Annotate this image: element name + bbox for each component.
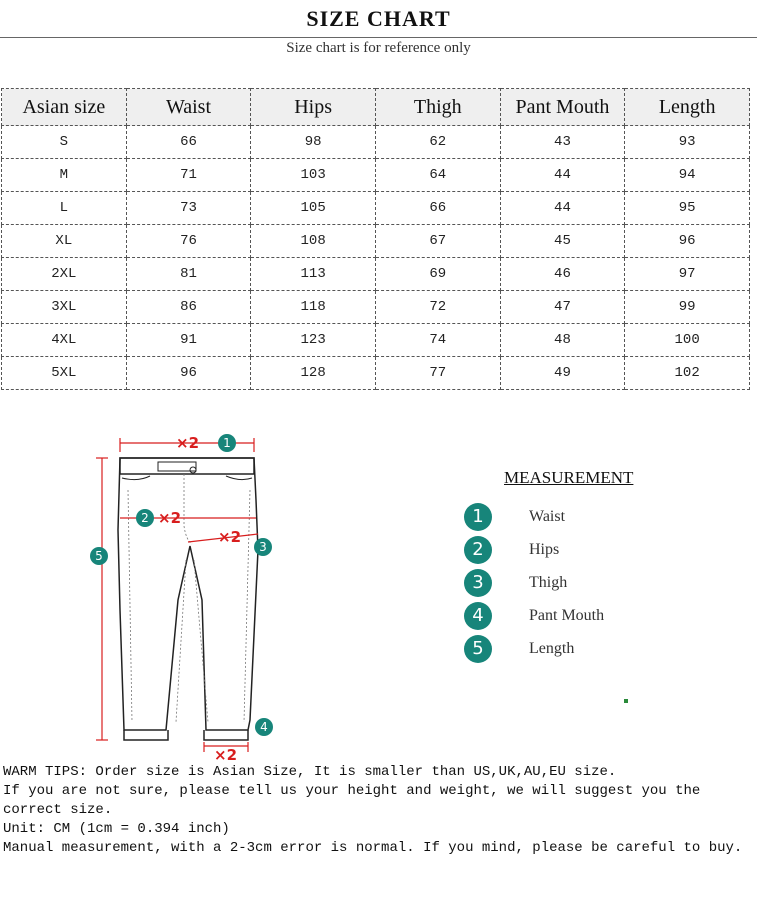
- marker-4: [255, 718, 273, 736]
- table-cell: 81: [126, 258, 251, 291]
- table-cell: 118: [251, 291, 376, 324]
- table-cell: 49: [500, 357, 625, 390]
- table-cell: 95: [625, 192, 750, 225]
- warm-tips: [3, 763, 748, 858]
- table-cell: 102: [625, 357, 750, 390]
- table-cell: 71: [126, 159, 251, 192]
- title-divider: [0, 37, 757, 38]
- table-cell: 74: [375, 324, 500, 357]
- table-cell: 47: [500, 291, 625, 324]
- table-cell: S: [2, 126, 127, 159]
- table-cell: 97: [625, 258, 750, 291]
- table-cell: 77: [375, 357, 500, 390]
- table-cell: 73: [126, 192, 251, 225]
- column-header: Length: [625, 89, 750, 126]
- table-cell: 108: [251, 225, 376, 258]
- tip-line: If you are not sure, please tell us your height and weight, we will suggest you the correct size.: [3, 783, 701, 818]
- table-cell: 46: [500, 258, 625, 291]
- hips-multiplier: ×2: [158, 509, 182, 527]
- table-row: [2, 225, 750, 258]
- tip-line: Manual measurement, with a 2-3cm error is normal. If you mind, please be careful to buy.: [3, 840, 743, 856]
- table-cell: 3XL: [2, 291, 127, 324]
- table-cell: 66: [375, 192, 500, 225]
- table-cell: XL: [2, 225, 127, 258]
- legend-label: Thigh: [529, 574, 568, 591]
- table-cell: 44: [500, 192, 625, 225]
- column-header: Waist: [126, 89, 251, 126]
- measurement-legend: [464, 503, 684, 668]
- thigh-multiplier: ×2: [218, 528, 242, 546]
- svg-text:5: 5: [95, 549, 103, 563]
- legend-label: Waist: [529, 508, 566, 525]
- waist-multiplier: ×2: [176, 434, 200, 452]
- table-row: [2, 324, 750, 357]
- svg-text:4: 4: [260, 720, 268, 734]
- svg-text:3: 3: [259, 540, 267, 554]
- column-header: Asian size: [2, 89, 127, 126]
- svg-text:1: 1: [223, 436, 231, 450]
- table-row: [2, 192, 750, 225]
- pants-outline: [118, 458, 258, 740]
- table-cell: 43: [500, 126, 625, 159]
- legend-item: [464, 602, 684, 635]
- tip-line: Unit: CM (1cm = 0.394 inch): [3, 821, 230, 837]
- pants-diagram: [80, 430, 280, 765]
- svg-text:2: 2: [141, 511, 149, 525]
- table-row: [2, 159, 750, 192]
- legend-label: Length: [529, 640, 575, 657]
- table-cell: M: [2, 159, 127, 192]
- table-row: [2, 357, 750, 390]
- legend-number: 2: [464, 536, 492, 564]
- table-cell: 100: [625, 324, 750, 357]
- legend-number: 3: [464, 569, 492, 597]
- table-cell: 64: [375, 159, 500, 192]
- table-cell: 44: [500, 159, 625, 192]
- page-title: SIZE CHART: [306, 6, 451, 31]
- table-cell: 2XL: [2, 258, 127, 291]
- decorative-dot: [624, 699, 628, 703]
- table-cell: 103: [251, 159, 376, 192]
- table-cell: 66: [126, 126, 251, 159]
- measurement-title: MEASUREMENT: [504, 468, 634, 487]
- table-cell: 128: [251, 357, 376, 390]
- size-table: [1, 88, 750, 390]
- pant-mouth-multiplier: ×2: [214, 746, 238, 764]
- table-cell: 62: [375, 126, 500, 159]
- table-cell: L: [2, 192, 127, 225]
- table-cell: 86: [126, 291, 251, 324]
- legend-item: [464, 635, 684, 668]
- marker-1: [218, 434, 236, 452]
- table-cell: 105: [251, 192, 376, 225]
- legend-number: 1: [464, 503, 492, 531]
- table-cell: 69: [375, 258, 500, 291]
- table-row: [2, 126, 750, 159]
- table-cell: 72: [375, 291, 500, 324]
- legend-number: 5: [464, 635, 492, 663]
- table-cell: 94: [625, 159, 750, 192]
- table-row: [2, 258, 750, 291]
- marker-2: [136, 509, 154, 527]
- table-cell: 45: [500, 225, 625, 258]
- table-cell: 123: [251, 324, 376, 357]
- table-row: [2, 291, 750, 324]
- table-cell: 113: [251, 258, 376, 291]
- tip-line: WARM TIPS: Order size is Asian Size, It is smaller than US,UK,AU,EU size.: [3, 764, 617, 780]
- column-header: Thigh: [375, 89, 500, 126]
- table-cell: 91: [126, 324, 251, 357]
- table-cell: 99: [625, 291, 750, 324]
- page-subtitle: Size chart is for reference only: [286, 40, 471, 56]
- table-cell: 67: [375, 225, 500, 258]
- table-cell: 4XL: [2, 324, 127, 357]
- column-header: Hips: [251, 89, 376, 126]
- legend-item: [464, 536, 684, 569]
- table-header-row: [2, 89, 750, 126]
- legend-item: [464, 503, 684, 536]
- legend-item: [464, 569, 684, 602]
- table-cell: 96: [126, 357, 251, 390]
- table-cell: 93: [625, 126, 750, 159]
- marker-5: [90, 547, 108, 565]
- legend-label: Hips: [529, 541, 560, 558]
- table-cell: 76: [126, 225, 251, 258]
- legend-label: Pant Mouth: [529, 607, 605, 624]
- table-cell: 48: [500, 324, 625, 357]
- column-header: Pant Mouth: [500, 89, 625, 126]
- table-cell: 5XL: [2, 357, 127, 390]
- table-cell: 96: [625, 225, 750, 258]
- table-cell: 98: [251, 126, 376, 159]
- marker-3: [254, 538, 272, 556]
- legend-number: 4: [464, 602, 492, 630]
